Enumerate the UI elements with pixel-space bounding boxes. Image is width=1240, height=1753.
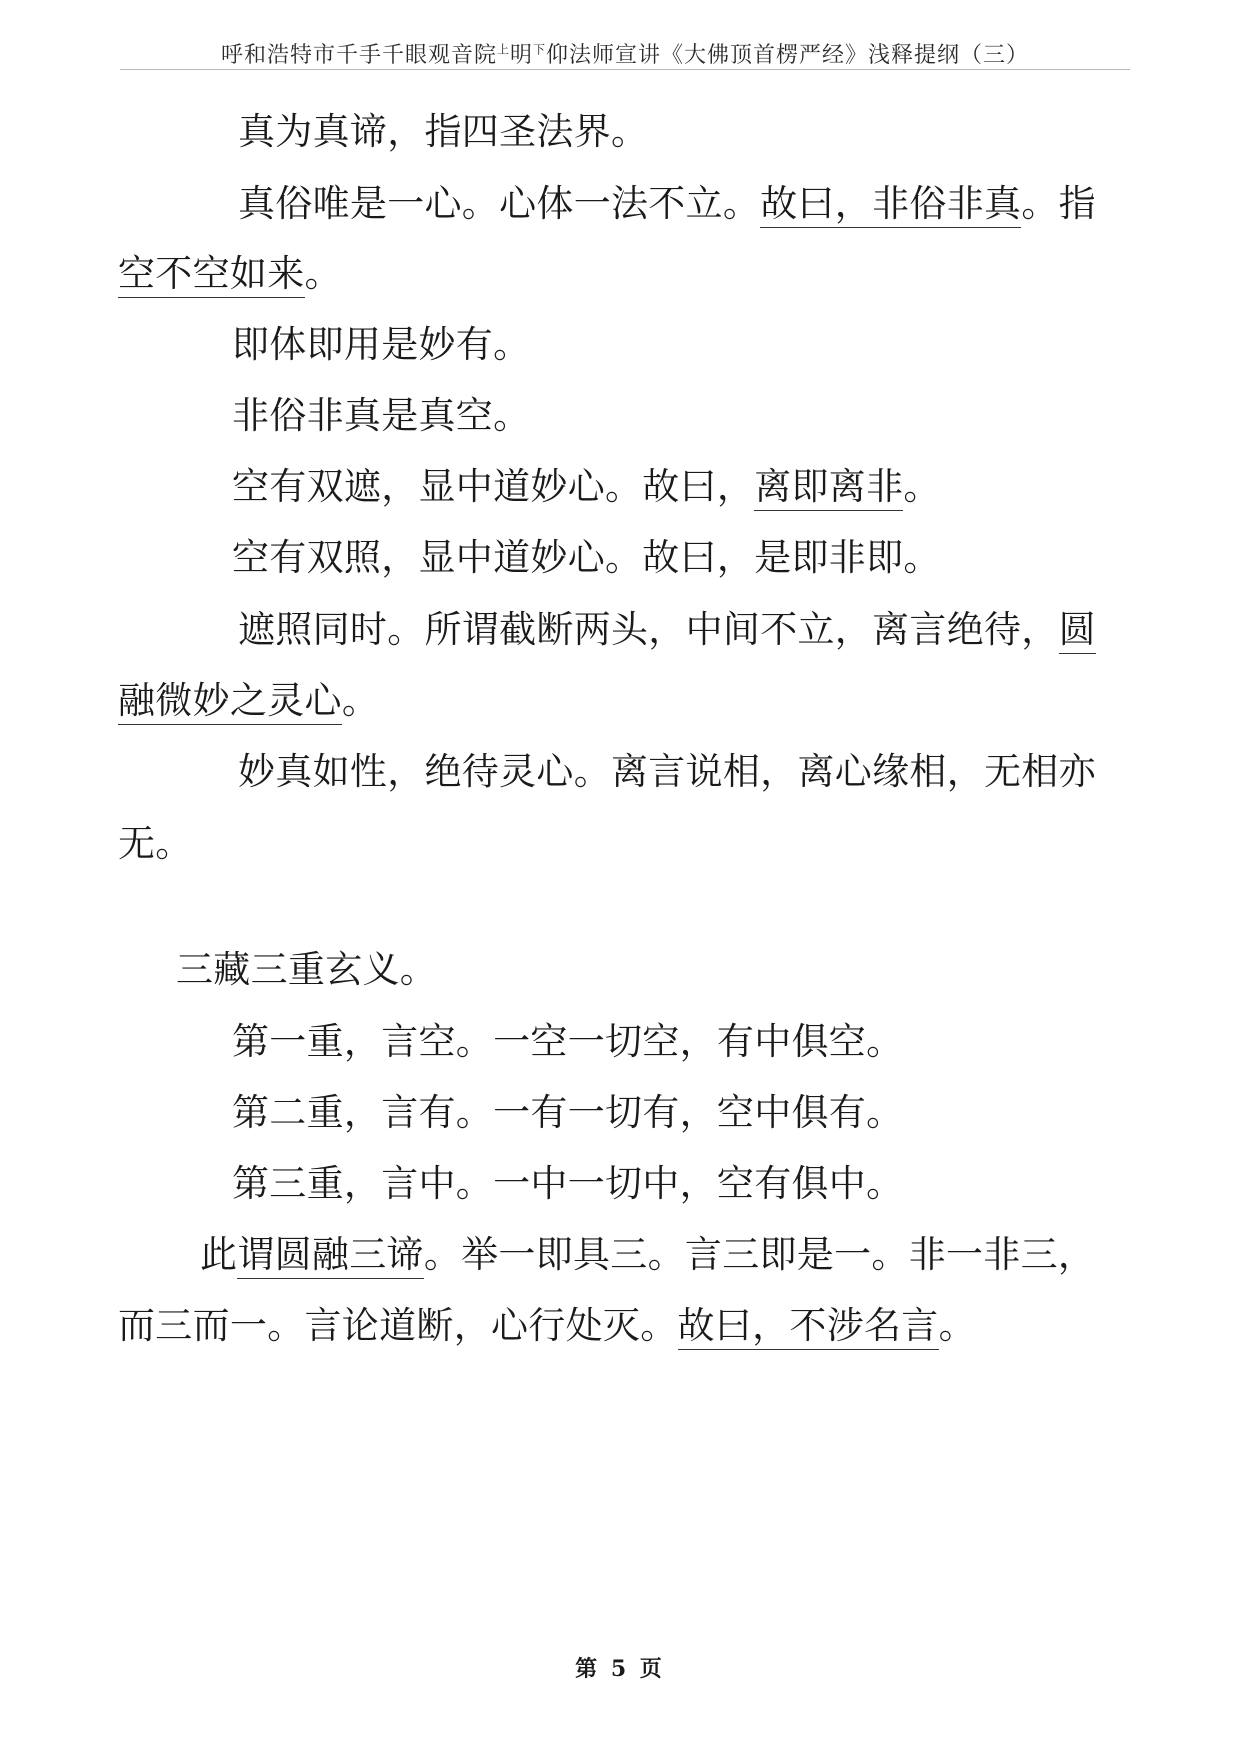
section-heading: 三藏三重玄义。 [176, 948, 438, 991]
text-line-5: 非俗非真是真空。 [232, 394, 531, 437]
text-line-3-part2: 。 [304, 252, 342, 295]
text-line-7-part1: 空有双照，显中道妙心。故曰， [232, 536, 755, 579]
text-line-7-part3: 。 [903, 536, 941, 579]
text-line-16-part1: 此 [200, 1233, 238, 1276]
text-line-2 [238, 182, 1096, 226]
text-line-9 [118, 679, 379, 723]
header-superscript-up: 上 [496, 42, 510, 57]
page-number: 第 5 页 [575, 1656, 665, 1682]
text-line-6-part3: 。 [903, 465, 941, 508]
text-line-16-part3: 。举一即具三。言三即是一。非一非三， [423, 1233, 1096, 1276]
underlined-phrase: 离即离非 [754, 465, 903, 511]
text-line-2-part3: 。指 [1021, 182, 1096, 225]
text-line-10: 妙真如性，绝待灵心。离言说相，离心缘相，无相亦 [238, 750, 1096, 793]
text-line-9-part2: 。 [341, 679, 380, 722]
text-line-8 [238, 608, 1096, 652]
text-line-7 [232, 536, 941, 580]
text-line-17-part1: 而三而一。言论道断，心行处灭。 [118, 1304, 678, 1347]
text-line-11: 无。 [118, 822, 193, 865]
header-superscript-down: 下 [533, 42, 547, 57]
underlined-phrase: 谓圆融三谛 [237, 1233, 424, 1279]
text-line-13: 第一重，言空。一空一切空，有中俱空。 [232, 1020, 904, 1063]
text-line-17-part3: 。 [938, 1304, 976, 1347]
text-line-17 [118, 1304, 976, 1348]
page-header [120, 38, 1130, 69]
header-text-part2: 明 [509, 43, 533, 68]
text-line-2-part1: 真俗唯是一心。心体一法不立。 [238, 182, 761, 225]
text-line-3 [118, 252, 342, 296]
text-line-8-part1: 遮照同时。所谓截断两头，中间不立，离言绝待， [238, 608, 1059, 651]
header-text-part1: 呼和浩特市千手千眼观音院 [220, 43, 497, 68]
text-line-7-part2: 是即非即 [754, 536, 904, 579]
text-line-4: 即体即用是妙有。 [232, 323, 531, 366]
text-line-6 [232, 465, 941, 509]
underlined-phrase: 故曰，非俗非真 [760, 182, 1021, 228]
header-divider [120, 69, 1130, 70]
text-line-14: 第二重，言有。一有一切有，空中俱有。 [232, 1091, 904, 1134]
text-line-6-part1: 空有双遮，显中道妙心。故曰， [232, 465, 755, 508]
underlined-phrase: 融微妙之灵心 [118, 679, 342, 725]
text-line-16 [200, 1233, 1095, 1277]
underlined-phrase: 空不空如来 [118, 252, 305, 298]
underlined-phrase: 故曰，不涉名言 [678, 1304, 939, 1350]
text-line-1: 真为真谛，指四圣法界。 [238, 110, 649, 153]
underlined-phrase: 圆 [1059, 608, 1096, 654]
header-text-part3: 仰法师宣讲《大佛顶首楞严经》浅释提纲（三） [546, 43, 1030, 68]
text-line-15: 第三重，言中。一中一切中，空有俱中。 [232, 1162, 904, 1205]
